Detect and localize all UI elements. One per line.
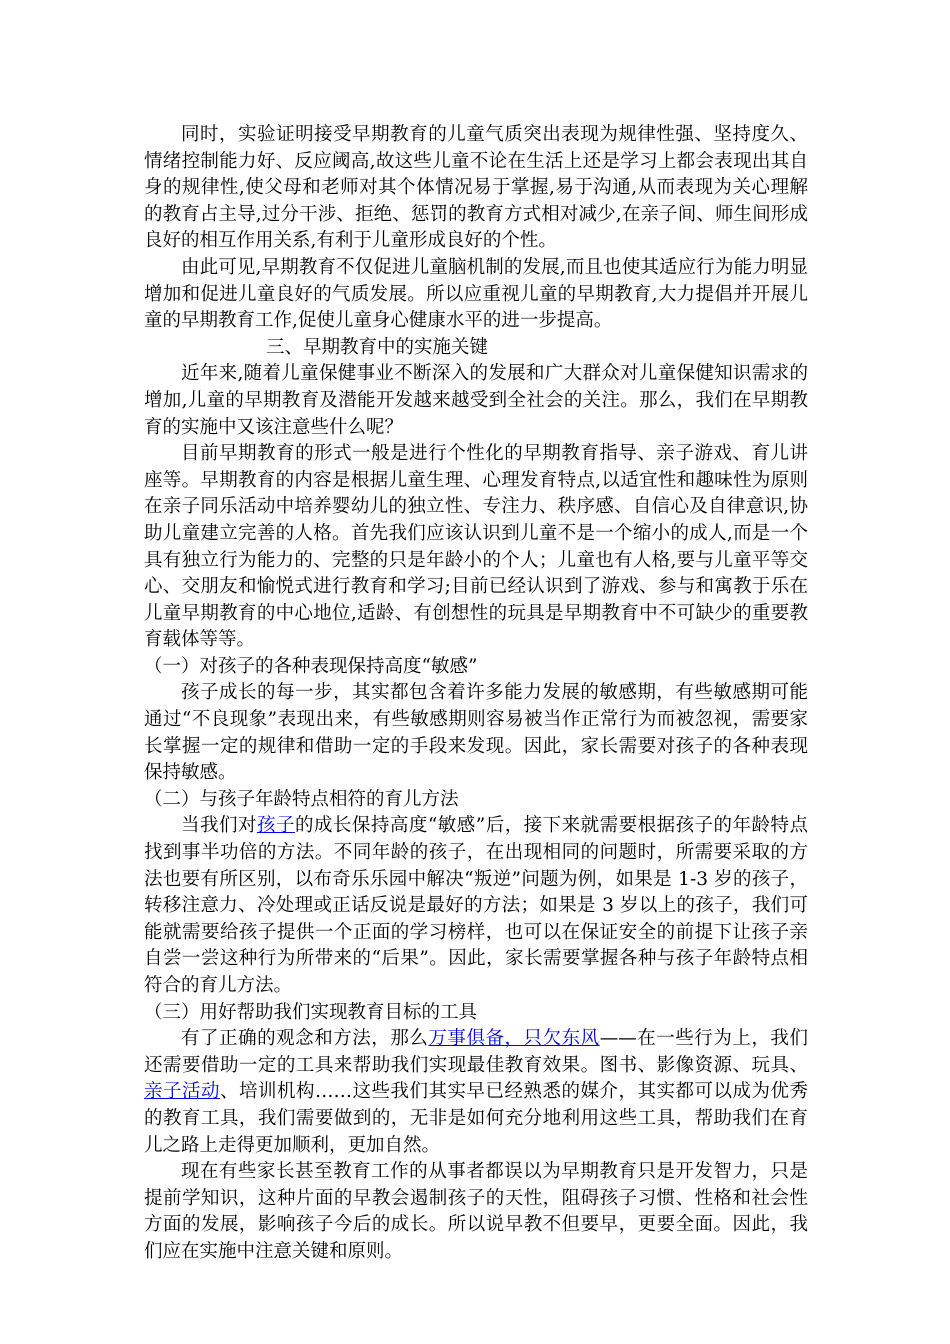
text-run: 、培训机构……这些我们其实早已经熟悉的媒介，其实都可以成为优秀的教育工具，我们需要做到的，无非是如何充分地利用这些工具，帮助我们在育儿之路上走得更加顺利，更加自然。 xyxy=(144,1081,808,1156)
text-run: 的成长保持高度“敏感”后，接下来就需要根据孩子的年龄特点找到事半功倍的方法。不同年龄的孩子，在出现相同的问题时，所需要采取的方法也要有所区别，以布奇乐乐园中解决“叛逆”问题为例，如果是 1-3 岁的孩子，转移注意力、冷处理或正话反说是最好的方法；如果是 3 岁以上的孩子，我们可能就需要给孩子提供一个正面的学习榜样，也可以在保证安全的前提下让孩子亲自尝一尝这种行为所带来的“后果”。因此，家长需要掌握各种与孩子年龄特点相符合的育儿方法。 xyxy=(144,815,808,996)
paragraph-sensitivity: 孩子成长的每一步，其实都包含着许多能力发展的敏感期，有些敏感期可能通过“不良现象”表现出来，有些敏感期则容易被当作正常行为而被忽视，需要家长掌握一定的规律和借助一定的手段来发现。因此，家长需要对孩子的各种表现保持敏感。 xyxy=(144,682,808,784)
link-parent-child-activity[interactable]: 亲子活动 xyxy=(144,1081,220,1103)
paragraph-methods xyxy=(144,813,808,999)
document-page xyxy=(144,122,808,1266)
text-run: 有了正确的观念和方法，那么 xyxy=(181,1028,429,1050)
paragraph-tools xyxy=(144,1026,808,1159)
link-child[interactable]: 孩子 xyxy=(256,815,295,837)
subheading-3: （三）用好帮助我们实现教育目标的工具 xyxy=(144,1001,478,1023)
subheading-1: （一）对孩子的各种表现保持高度“敏感” xyxy=(144,655,478,677)
paragraph-temperament: 同时，实验证明接受早期教育的儿童气质突出表现为规律性强、坚持度久、情绪控制能力好、反应阈高,故这些儿童不论在生活上还是学习上都会表现出其自身的规律性,使父母和老师对其个体情况易于掌握,易于沟通,从而表现为关心理解的教育占主导,过分干涉、拒绝、惩罚的教育方式相对减少,在亲子间、师生间形成良好的相互作用关系,有利于儿童形成良好的个性。 xyxy=(144,124,808,252)
paragraph-conclusion: 由此可见,早期教育不仅促进儿童脑机制的发展,而且也使其适应行为能力明显增加和促进儿童良好的气质发展。所以应重视儿童的早期教育,大力提倡并开展儿童的早期教育工作,促使儿童身心健康水平的进一步提高。 xyxy=(144,256,808,332)
paragraph-forms: 目前早期教育的形式一般是进行个性化的早期教育指导、亲子游戏、育儿讲座等。早期教育的内容是根据儿童生理、心理发育特点,以适宜性和趣味性为原则在亲子同乐活动中培养婴幼儿的独立性、专注力、秩序感、自信心及自律意识,协助儿童建立完善的人格。首先我们应该认识到儿童不是一个缩小的成人,而是一个具有独立行为能力的、完整的只是年龄小的个人；儿童也有人格,要与儿童平等交心、交朋友和愉悦式进行教育和学习;目前已经认识到了游戏、参与和寓教于乐在儿童早期教育的中心地位,适龄、有创想性的玩具是早期教育中不可缺少的重要教育载体等等。 xyxy=(144,443,808,651)
text-run: ——在一些行为上，我们还需要借助一定的工具来帮助我们实现最佳教育效果。图书、影像资源、玩具、 xyxy=(144,1028,808,1076)
subheading-2: （二）与孩子年龄特点相符的育儿方法 xyxy=(144,788,459,810)
section-heading-3: 三、早期教育中的实施关键 xyxy=(266,336,489,358)
paragraph-intro: 近年来,随着儿童保健事业不断深入的发展和广大群众对儿童保健知识需求的增加,儿童的早期教育及潜能开发越来越受到全社会的关注。那么，我们在早期教育的实施中又该注意些什么呢？ xyxy=(144,363,808,438)
link-idiom[interactable]: 万事俱备，只欠东风 xyxy=(428,1028,600,1050)
text-run: 当我们对 xyxy=(181,815,257,837)
paragraph-misconception: 现在有些家长甚至教育工作的从事者都误以为早期教育只是开发智力，只是提前学知识，这种片面的早教会遏制孩子的天性，阻碍孩子习惯、性格和社会性方面的发展，影响孩子今后的成长。所以说早教不但要早，更要全面。因此，我们应在实施中注意关键和原则。 xyxy=(144,1161,808,1262)
